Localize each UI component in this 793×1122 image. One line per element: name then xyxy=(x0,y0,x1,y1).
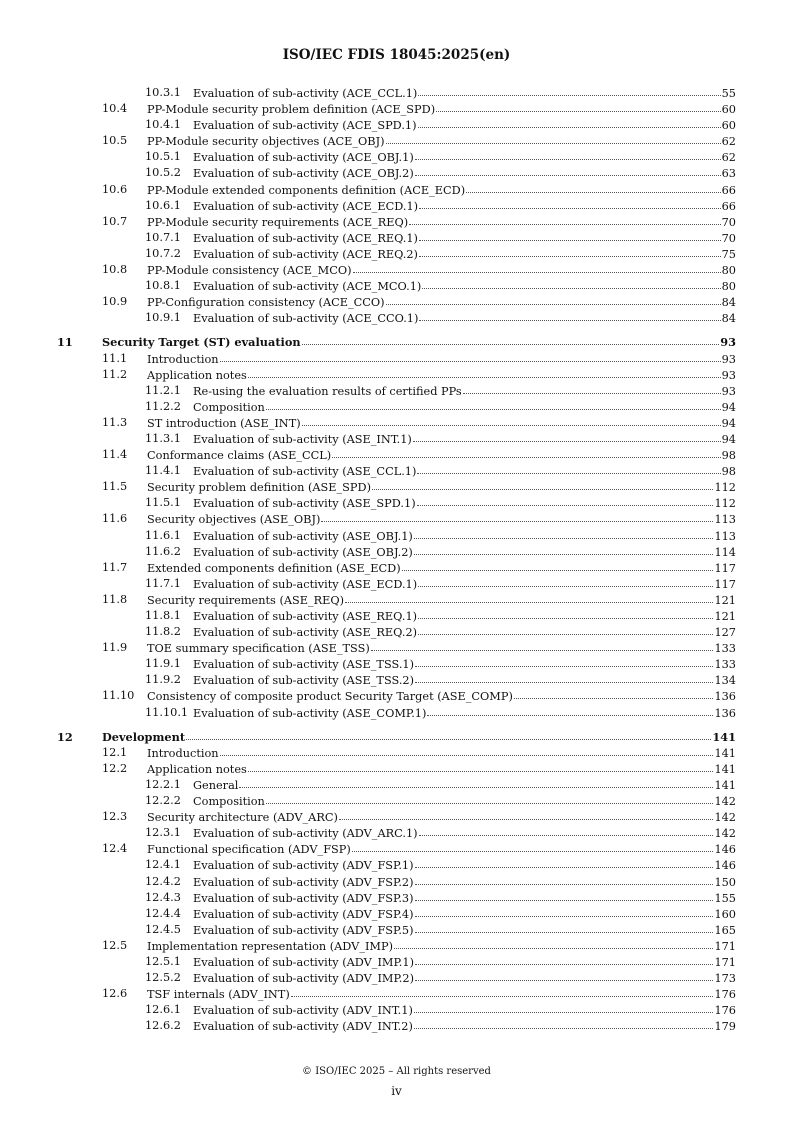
toc-entry-page: 134 xyxy=(714,674,736,688)
toc-entry-title: TOE summary specification (ASE_TSS) xyxy=(147,642,370,656)
toc-entry-page: 117 xyxy=(714,561,736,575)
toc-entry-title: Evaluation of sub-activity (ACE_ECD.1) xyxy=(193,199,419,213)
dot-leader xyxy=(339,808,714,820)
dot-leader xyxy=(186,728,711,740)
toc-entry-number: 12.4.2 xyxy=(145,874,181,888)
page-number: iv xyxy=(391,1084,402,1098)
toc-entry-title: General xyxy=(193,778,239,792)
dot-leader xyxy=(436,100,721,112)
dot-leader xyxy=(418,607,713,619)
toc-entry-title: Implementation representation (ADV_IMP) xyxy=(147,939,393,953)
dot-leader xyxy=(415,856,714,868)
dot-leader xyxy=(514,687,714,699)
toc-entry[interactable] xyxy=(0,986,793,1002)
toc-entry-page: 141 xyxy=(714,746,736,760)
toc-entry-number: 11.3.1 xyxy=(145,431,181,445)
toc-entry-number: 11.8 xyxy=(102,592,128,606)
toc-entry-page: 176 xyxy=(714,988,736,1002)
toc-entry-title: Extended components definition (ASE_ECD) xyxy=(147,561,401,575)
toc-entry-page: 136 xyxy=(714,706,736,720)
toc-entry-title: Evaluation of sub-activity (ACE_SPD.1) xyxy=(193,119,417,133)
toc-entry[interactable] xyxy=(0,528,793,544)
dot-leader xyxy=(248,366,721,378)
toc-entry-title: Evaluation of sub-activity (ADV_IMP.2) xyxy=(193,972,414,986)
dot-leader xyxy=(417,494,714,506)
toc-entry-title: Evaluation of sub-activity (ADV_FSP.4) xyxy=(193,907,414,921)
toc-entry-page: 60 xyxy=(721,119,736,133)
toc-entry[interactable] xyxy=(0,809,793,825)
toc-chapter-entry[interactable] xyxy=(0,729,793,745)
toc-entry-number: 12.5.1 xyxy=(145,954,181,968)
toc-entry-number: 12.5 xyxy=(102,938,128,952)
toc-entry-page: 127 xyxy=(714,626,736,640)
toc-entry-page: 55 xyxy=(721,87,736,100)
toc-entry-page: 136 xyxy=(714,690,736,704)
toc-entry[interactable] xyxy=(0,479,793,495)
toc-entry-number: 11.6.2 xyxy=(145,544,181,558)
toc-entry-title: Conformance claims (ASE_CCL) xyxy=(147,449,332,463)
toc-entry-title: Evaluation of sub-activity (ACE_REQ.2) xyxy=(193,247,418,261)
toc-entry-title: TSF internals (ADV_INT) xyxy=(147,988,290,1002)
toc-entry[interactable] xyxy=(0,214,793,230)
toc-entry-number: 11.9 xyxy=(102,641,128,655)
toc-entry[interactable] xyxy=(0,825,793,841)
toc-entry-number: 11.6.1 xyxy=(145,528,181,542)
toc-entry-title: Evaluation of sub-activity (ASE_OBJ.2) xyxy=(193,545,413,559)
toc-entry[interactable] xyxy=(0,351,793,367)
toc-entry[interactable] xyxy=(0,463,793,479)
toc-entry-number: 11.10.1 xyxy=(145,705,189,719)
dot-leader xyxy=(414,1017,714,1029)
toc-chapter-entry[interactable] xyxy=(0,334,793,350)
dot-leader xyxy=(291,985,714,997)
toc-entry-title: Evaluation of sub-activity (ASE_CCL.1) xyxy=(193,465,417,479)
dot-leader xyxy=(372,478,713,490)
toc-entry-page: 160 xyxy=(714,907,736,921)
toc-entry[interactable] xyxy=(0,495,793,511)
toc-entry-page: 98 xyxy=(721,449,736,463)
toc-entry-number: 10.8 xyxy=(102,263,128,277)
toc-entry[interactable] xyxy=(0,705,793,721)
toc-entry[interactable] xyxy=(0,640,793,656)
toc-entry-number: 11.2.1 xyxy=(145,383,181,397)
toc-entry[interactable] xyxy=(0,761,793,777)
toc-entry-title: Composition xyxy=(193,400,265,414)
toc-entry[interactable] xyxy=(0,906,793,922)
toc-entry-body xyxy=(102,334,736,350)
toc-entry-number: 10.8.1 xyxy=(145,279,181,293)
document-header: ISO/IEC FDIS 18045:2025(en) xyxy=(282,47,511,63)
toc-entry[interactable] xyxy=(0,777,793,793)
toc-entry-title: PP-Module security objectives (ACE_OBJ) xyxy=(147,135,385,149)
toc-entry[interactable] xyxy=(0,874,793,890)
toc-entry-number: 10.7 xyxy=(102,214,128,228)
toc-entry-title: Evaluation of sub-activity (ACE_CCL.1) xyxy=(193,87,418,100)
toc-entry[interactable] xyxy=(0,656,793,672)
toc-entry-page: 94 xyxy=(721,432,736,446)
toc-entry-title: PP-Module consistency (ACE_MCO) xyxy=(147,264,352,278)
toc-entry-number: 10.4 xyxy=(102,102,128,116)
toc-entry[interactable] xyxy=(0,294,793,310)
toc-entry-page: 141 xyxy=(714,778,736,792)
dot-leader xyxy=(422,277,720,289)
dot-leader xyxy=(418,623,713,635)
toc-entry[interactable] xyxy=(0,262,793,278)
toc-entry[interactable] xyxy=(0,511,793,527)
toc-entry-number: 12.4.4 xyxy=(145,906,181,920)
toc-entry-number: 11.6 xyxy=(102,512,128,526)
toc-entry-title: Introduction xyxy=(147,352,219,366)
toc-entry-title: Re-using the evaluation results of certified PPs xyxy=(193,384,462,398)
toc-entry[interactable] xyxy=(0,278,793,294)
toc-entry-page: 171 xyxy=(714,939,736,953)
dot-leader xyxy=(220,350,721,362)
toc-entry-page: 62 xyxy=(721,135,736,149)
toc-entry-page: 63 xyxy=(721,167,736,181)
toc-entry-number: 11.7 xyxy=(102,560,128,574)
dot-leader xyxy=(415,953,713,965)
toc-entry-number: 10.5 xyxy=(102,134,128,148)
toc-entry[interactable] xyxy=(0,745,793,761)
dot-leader xyxy=(415,148,721,160)
toc-entry-number: 11.3 xyxy=(102,415,128,429)
toc-entry[interactable] xyxy=(0,793,793,809)
toc-entry-page: 146 xyxy=(714,843,736,857)
toc-entry[interactable] xyxy=(0,85,793,101)
toc-entry-title: Security problem definition (ASE_SPD) xyxy=(147,481,371,495)
toc-entry[interactable] xyxy=(0,857,793,873)
toc-entry-title: Evaluation of sub-activity (ACE_OBJ.1) xyxy=(193,151,414,165)
toc-entry[interactable] xyxy=(0,890,793,906)
toc-entry-number: 11.1 xyxy=(102,351,128,365)
toc-entry[interactable] xyxy=(0,938,793,954)
toc-entry[interactable] xyxy=(0,1018,793,1034)
copyright-notice: © ISO/IEC 2025 – All rights reserved xyxy=(302,1066,491,1077)
toc-entry-title: Evaluation of sub-activity (ADV_IMP.1) xyxy=(193,955,414,969)
toc-entry-number: 11.9.2 xyxy=(145,673,181,687)
dot-leader xyxy=(266,398,721,410)
table-of-contents xyxy=(0,85,793,1034)
toc-entry-page: 70 xyxy=(721,215,736,229)
toc-entry-number: 11.8.2 xyxy=(145,625,181,639)
dot-leader xyxy=(302,414,721,426)
toc-entry-body xyxy=(102,729,736,745)
toc-entry-title: Evaluation of sub-activity (ADV_ARC.1) xyxy=(193,827,418,841)
dot-leader xyxy=(414,1001,714,1013)
toc-entry-number: 12.3 xyxy=(102,810,128,824)
toc-entry-page: 66 xyxy=(721,199,736,213)
toc-entry-page: 121 xyxy=(714,593,736,607)
toc-entry-page: 112 xyxy=(714,481,736,495)
toc-entry-title: PP-Configuration consistency (ACE_CCO) xyxy=(147,296,385,310)
toc-entry-page: 80 xyxy=(721,280,736,294)
toc-entry-number: 12.1 xyxy=(102,745,128,759)
toc-entry-page: 155 xyxy=(714,891,736,905)
toc-entry-page: 171 xyxy=(714,955,736,969)
toc-entry[interactable] xyxy=(0,182,793,198)
dot-leader xyxy=(409,213,720,225)
toc-entry-page: 142 xyxy=(714,827,736,841)
dot-leader xyxy=(371,639,714,651)
dot-leader xyxy=(386,132,721,144)
toc-entry-number: 10.4.1 xyxy=(145,118,181,132)
dot-leader xyxy=(345,591,713,603)
toc-entry[interactable] xyxy=(0,624,793,640)
toc-entry-page: 70 xyxy=(721,231,736,245)
dot-leader xyxy=(415,905,714,917)
toc-entry-number: 12.5.2 xyxy=(145,971,181,985)
toc-entry-title: Functional specification (ADV_FSP) xyxy=(147,843,351,857)
toc-entry-title: Evaluation of sub-activity (ACE_MCO.1) xyxy=(193,280,422,294)
toc-entry-page: 94 xyxy=(721,400,736,414)
toc-entry-number: 11.8.1 xyxy=(145,609,181,622)
toc-entry[interactable] xyxy=(0,954,793,970)
dot-leader xyxy=(414,527,714,539)
toc-entry[interactable] xyxy=(0,133,793,149)
dot-leader xyxy=(415,969,713,981)
toc-entry-number: 10.9.1 xyxy=(145,311,181,325)
dot-leader xyxy=(239,776,713,788)
toc-entry-page: 66 xyxy=(721,183,736,197)
toc-entry-number: 12.2.2 xyxy=(145,794,181,808)
dot-leader xyxy=(415,889,714,901)
toc-entry-page: 133 xyxy=(714,642,736,656)
toc-entry-number: 10.6.1 xyxy=(145,198,181,212)
dot-leader xyxy=(321,510,713,522)
toc-entry-number: 11.5.1 xyxy=(145,496,181,510)
toc-entry-title: Evaluation of sub-activity (ACE_OBJ.2) xyxy=(193,167,414,181)
toc-entry-number: 10.3.1 xyxy=(145,86,181,99)
dot-leader xyxy=(352,840,714,852)
toc-entry[interactable] xyxy=(0,608,793,624)
toc-entry-title: Evaluation of sub-activity (ADV_FSP.3) xyxy=(193,891,414,905)
toc-entry-page: 165 xyxy=(714,923,736,937)
toc-entry-number: 10.6 xyxy=(102,182,128,196)
toc-entry-page: 62 xyxy=(721,151,736,165)
toc-entry-number: 12.6.1 xyxy=(145,1003,181,1017)
toc-entry-number: 10.9 xyxy=(102,295,128,309)
toc-entry-page: 93 xyxy=(720,335,736,350)
toc-entry[interactable] xyxy=(0,230,793,246)
dot-leader xyxy=(419,245,721,257)
toc-entry[interactable] xyxy=(0,560,793,576)
toc-entry-title: Evaluation of sub-activity (ACE_CCO.1) xyxy=(193,312,419,326)
toc-entry-title: Introduction xyxy=(147,746,219,760)
toc-entry-page: 173 xyxy=(714,972,736,986)
toc-entry-page: 176 xyxy=(714,1004,736,1018)
dot-leader xyxy=(413,430,721,442)
toc-entry-number: 12.4 xyxy=(102,842,128,856)
toc-entry-title: Evaluation of sub-activity (ADV_FSP.2) xyxy=(193,875,414,889)
toc-entry-number: 11.5 xyxy=(102,480,128,494)
dot-leader xyxy=(386,293,721,305)
toc-entry[interactable] xyxy=(0,970,793,986)
toc-entry-title: Evaluation of sub-activity (ASE_TSS.1) xyxy=(193,658,415,672)
dot-leader xyxy=(463,382,721,394)
toc-entry[interactable] xyxy=(0,367,793,383)
toc-entry-page: 142 xyxy=(714,811,736,825)
dot-leader xyxy=(418,575,713,587)
toc-entry-page: 93 xyxy=(721,384,736,398)
toc-entry[interactable] xyxy=(0,310,793,326)
dot-leader xyxy=(402,559,714,571)
dot-leader xyxy=(394,937,713,949)
toc-entry-title: Application notes xyxy=(147,368,247,382)
toc-entry-title: PP-Module security problem definition (ACE_SPD) xyxy=(147,103,436,117)
dot-leader xyxy=(415,671,713,683)
toc-entry-title: Evaluation of sub-activity (ASE_OBJ.1) xyxy=(193,529,413,543)
toc-entry-page: 94 xyxy=(721,416,736,430)
dot-leader xyxy=(417,462,720,474)
toc-entry-title: Evaluation of sub-activity (ADV_FSP.1) xyxy=(193,859,414,873)
toc-entry-page: 112 xyxy=(714,497,736,511)
toc-entry-page: 121 xyxy=(714,610,736,623)
toc-entry-page: 80 xyxy=(721,264,736,278)
toc-entry[interactable] xyxy=(0,592,793,608)
toc-entry-number: 10.7.1 xyxy=(145,230,181,244)
dot-leader xyxy=(418,116,721,128)
toc-entry-title: Consistency of composite product Security Target (ASE_COMP) xyxy=(147,690,513,704)
toc-entry-title: Evaluation of sub-activity (ASE_SPD.1) xyxy=(193,497,416,511)
toc-entry-number: 11.10 xyxy=(102,689,135,703)
toc-entry-number: 12.4.1 xyxy=(145,858,181,872)
toc-entry[interactable] xyxy=(0,576,793,592)
dot-leader xyxy=(414,543,714,555)
toc-entry-page: 98 xyxy=(721,465,736,479)
dot-leader xyxy=(415,655,713,667)
toc-entry-title: ST introduction (ASE_INT) xyxy=(147,416,301,430)
toc-entry-page: 84 xyxy=(721,312,736,326)
toc-entry-title: PP-Module security requirements (ACE_REQ) xyxy=(147,215,409,229)
toc-entry[interactable] xyxy=(0,544,793,560)
toc-entry-page: 113 xyxy=(714,529,736,543)
toc-entry-number: 12 xyxy=(57,729,73,744)
toc-entry-page: 114 xyxy=(714,545,736,559)
toc-entry-number: 10.5.1 xyxy=(145,150,181,164)
toc-entry[interactable] xyxy=(0,149,793,165)
toc-entry-number: 11.2.2 xyxy=(145,399,181,413)
toc-entry-number: 10.5.2 xyxy=(145,166,181,180)
toc-entry[interactable] xyxy=(0,841,793,857)
toc-entry-page: 117 xyxy=(714,577,736,591)
toc-entry-title: Security objectives (ASE_OBJ) xyxy=(147,513,321,527)
toc-entry-title: Composition xyxy=(193,795,265,809)
toc-entry-number: 12.4.3 xyxy=(145,890,181,904)
toc-entry-page: 133 xyxy=(714,658,736,672)
dot-leader xyxy=(415,873,714,885)
toc-entry-title: Evaluation of sub-activity (ADV_INT.2) xyxy=(193,1020,413,1034)
dot-leader xyxy=(418,84,720,96)
toc-entry-title: Evaluation of sub-activity (ASE_INT.1) xyxy=(193,432,412,446)
dot-leader xyxy=(220,744,714,756)
dot-leader xyxy=(419,824,714,836)
toc-entry-number: 11.7.1 xyxy=(145,576,181,590)
toc-entry-body xyxy=(193,1018,736,1035)
toc-entry-title: Security requirements (ASE_REQ) xyxy=(147,593,345,607)
toc-entry[interactable] xyxy=(0,117,793,133)
toc-entry-number: 11.4.1 xyxy=(145,464,181,478)
toc-entry-body xyxy=(193,310,736,327)
toc-entry-page: 146 xyxy=(714,859,736,873)
dot-leader xyxy=(353,261,721,273)
toc-entry-page: 150 xyxy=(714,875,736,889)
toc-entry-page: 60 xyxy=(721,103,736,117)
toc-entry[interactable] xyxy=(0,165,793,181)
toc-entry[interactable] xyxy=(0,383,793,399)
toc-entry-body xyxy=(193,705,736,722)
toc-entry[interactable] xyxy=(0,922,793,938)
dot-leader xyxy=(248,760,714,772)
toc-entry-title: Evaluation of sub-activity (ADV_FSP.5) xyxy=(193,923,414,937)
toc-entry-title: Security Target (ST) evaluation xyxy=(102,335,301,350)
dot-leader xyxy=(419,197,721,209)
toc-entry[interactable] xyxy=(0,101,793,117)
toc-entry[interactable] xyxy=(0,431,793,447)
toc-entry-page: 113 xyxy=(714,513,736,527)
toc-entry[interactable] xyxy=(0,399,793,415)
toc-entry-title: Evaluation of sub-activity (ASE_COMP.1) xyxy=(193,706,427,720)
toc-entry-number: 12.2.1 xyxy=(145,777,181,791)
toc-entry-number: 12.6.2 xyxy=(145,1019,181,1033)
toc-entry[interactable] xyxy=(0,415,793,431)
toc-entry-page: 84 xyxy=(721,296,736,310)
toc-entry-page: 179 xyxy=(714,1020,736,1034)
dot-leader xyxy=(419,229,721,241)
dot-leader xyxy=(415,164,721,176)
toc-entry-title: Security architecture (ADV_ARC) xyxy=(147,811,338,825)
toc-entry-number: 11.9.1 xyxy=(145,657,181,671)
toc-entry-page: 142 xyxy=(714,795,736,809)
dot-leader xyxy=(419,309,720,321)
toc-entry-number: 11.2 xyxy=(102,367,128,381)
toc-entry[interactable] xyxy=(0,1002,793,1018)
toc-entry[interactable] xyxy=(0,198,793,214)
toc-entry-number: 12.3.1 xyxy=(145,826,181,840)
toc-entry[interactable] xyxy=(0,246,793,262)
toc-entry[interactable] xyxy=(0,688,793,704)
dot-leader xyxy=(415,921,714,933)
toc-entry-number: 11 xyxy=(57,335,73,350)
dot-leader xyxy=(302,333,720,345)
dot-leader xyxy=(466,181,721,193)
toc-entry-title: Evaluation of sub-activity (ASE_REQ.2) xyxy=(193,626,418,640)
toc-entry-number: 12.4.5 xyxy=(145,922,181,936)
toc-entry-number: 12.6 xyxy=(102,987,128,1001)
toc-entry[interactable] xyxy=(0,672,793,688)
toc-entry-title: Evaluation of sub-activity (ACE_REQ.1) xyxy=(193,231,418,245)
toc-entry-title: PP-Module extended components definition (ACE_ECD) xyxy=(147,183,466,197)
toc-entry-title: Evaluation of sub-activity (ASE_ECD.1) xyxy=(193,577,418,591)
toc-entry-title: Evaluation of sub-activity (ADV_INT.1) xyxy=(193,1004,413,1018)
dot-leader xyxy=(427,704,713,716)
toc-entry-page: 93 xyxy=(721,352,736,366)
toc-entry-page: 75 xyxy=(721,247,736,261)
toc-entry-title: Application notes xyxy=(147,762,247,776)
toc-entry-title: Evaluation of sub-activity (ASE_TSS.2) xyxy=(193,674,415,688)
toc-entry-page: 93 xyxy=(721,368,736,382)
toc-entry-number: 12.2 xyxy=(102,761,128,775)
toc-entry-number: 11.4 xyxy=(102,448,128,462)
dot-leader xyxy=(266,792,714,804)
dot-leader xyxy=(332,446,720,458)
toc-entry-number: 10.7.2 xyxy=(145,246,181,260)
toc-entry[interactable] xyxy=(0,447,793,463)
toc-entry-title: Evaluation of sub-activity (ASE_REQ.1) xyxy=(193,610,418,623)
toc-entry-title: Development xyxy=(102,729,186,744)
toc-entry-page: 141 xyxy=(714,762,736,776)
toc-entry-page: 141 xyxy=(712,729,736,744)
